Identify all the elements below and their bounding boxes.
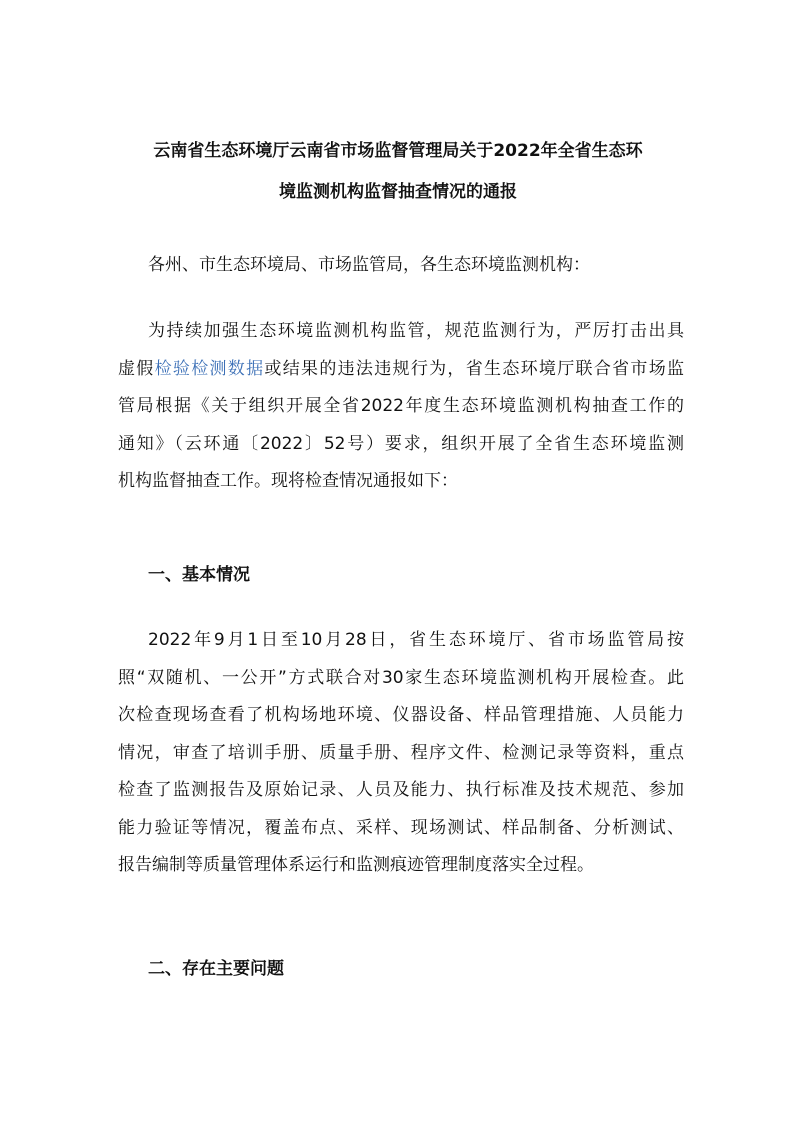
section-heading-basic-situation: 一、基本情况 [148, 565, 250, 585]
document-title-line-1: 云南省生态环境厅云南省市场监督管理局关于2022年全省生态环 [153, 141, 643, 161]
intro-line-4: 通知》（云环通〔2022〕52号）要求，组织开展了全省生态环境监测 [118, 433, 684, 454]
intro-line-3: 管局根据《关于组织开展全省2022年度生态环境监测机构抽查工作的 [118, 396, 684, 416]
salutation: 各州、市生态环境局、市场监管局，各生态环境监测机构： [148, 255, 590, 275]
section1-line-6: 能力验证等情况，覆盖布点、采样、现场测试、样品制备、分析测试、 [118, 817, 684, 838]
section1-paragraph [118, 622, 684, 885]
section1-line-3: 次检查现场查看了机构场地环境、仪器设备、样品管理措施、人员能力 [118, 705, 684, 725]
section-heading-main-problems: 二、存在主要问题 [148, 959, 284, 979]
intro-line-2-after: 或结果的违法违规行为，省生态环境厅联合省市场监 [264, 358, 685, 379]
document-title-line-2: 境监测机构监督抽查情况的通报 [279, 182, 517, 202]
section1-line-4: 情况，审查了培训手册、质量手册、程序文件、检测记录等资料，重点 [118, 742, 684, 763]
inspection-data-link[interactable]: 检验检测数据 [154, 358, 265, 379]
intro-line-5: 机构监督抽查工作。现将检查情况通报如下： [118, 471, 458, 491]
section1-line-5: 检查了监测报告及原始记录、人员及能力、执行标准及技术规范、参加 [118, 780, 684, 800]
intro-paragraph [118, 313, 684, 501]
intro-line-2 [118, 351, 684, 389]
intro-line-2-before: 虚假 [118, 358, 155, 379]
intro-line-1: 为持续加强生态环境监测机构监管，规范监测行为，严厉打击出具 [148, 321, 684, 341]
section1-line-7: 报告编制等质量管理体系运行和监测痕迹管理制度落实全过程。 [118, 855, 594, 875]
section1-line-2: 照“双随机、一公开”方式联合对30家生态环境监测机构开展检查。此 [118, 667, 684, 688]
section1-line-1: 2022年9月1日至10月28日，省生态环境厅、省市场监管局按 [148, 630, 684, 650]
